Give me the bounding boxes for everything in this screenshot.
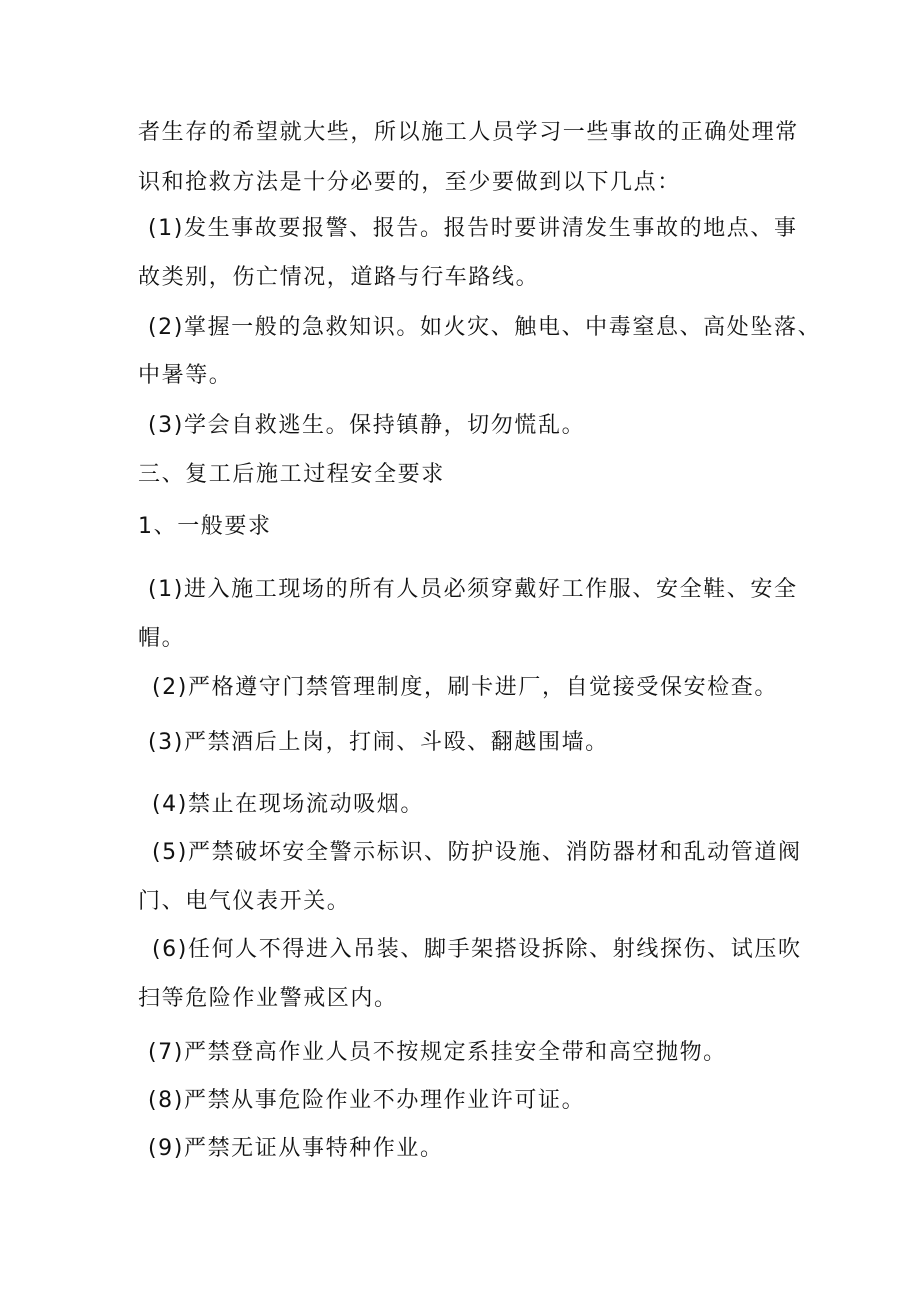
list-item-line: 扫等危险作业警戒区内。 — [138, 986, 398, 1011]
list-item-line: (8)严禁从事危险作业不办理作业许可证。 — [148, 1088, 586, 1113]
list-item-line: 中暑等。 — [138, 363, 233, 388]
list-item-line: (5)严禁破坏安全警示标识、防护设施、消防器材和乱动管道阀 — [152, 840, 802, 865]
list-item-line: (3)学会自救逃生。保持镇静，切勿慌乱。 — [148, 413, 586, 438]
list-item-line: (4)禁止在现场流动吸烟。 — [152, 792, 424, 817]
list-item-line: (9)严禁无证从事特种作业。 — [148, 1136, 444, 1161]
section-heading: 三、复工后施工过程安全要求 — [138, 462, 445, 487]
list-item-line: (7)严禁登高作业人员不按规定系挂安全带和高空抛物。 — [148, 1040, 727, 1065]
list-item-line: 门、电气仪表开关。 — [138, 889, 351, 914]
subsection-heading: 1、一般要求 — [138, 514, 272, 539]
list-item-line: (6)任何人不得进入吊装、脚手架搭设拆除、射线探伤、试压吹 — [152, 937, 802, 962]
paragraph-line: 识和抢救方法是十分必要的，至少要做到以下几点： — [138, 170, 681, 195]
list-item-line: (1)发生事故要报警、报告。报告时要讲清发生事故的地点、事 — [148, 216, 798, 241]
list-item-line: (3)严禁酒后上岗，打闹、斗殴、翻越围墙。 — [148, 730, 609, 755]
list-item-line: 故类别，伤亡情况，道路与行车路线。 — [138, 265, 540, 290]
paragraph-line: 者生存的希望就大些，所以施工人员学习一些事故的正确处理常 — [138, 120, 799, 145]
list-item-line: (2)掌握一般的急救知识。如火灾、触电、中毒窒息、高处坠落、 — [148, 315, 822, 340]
list-item-line: (2)严格遵守门禁管理制度，刷卡进厂，自觉接受保安检查。 — [152, 675, 778, 700]
list-item-line: 帽。 — [138, 626, 186, 651]
list-item-line: (1)进入施工现场的所有人员必须穿戴好工作服、安全鞋、安全 — [148, 577, 798, 602]
